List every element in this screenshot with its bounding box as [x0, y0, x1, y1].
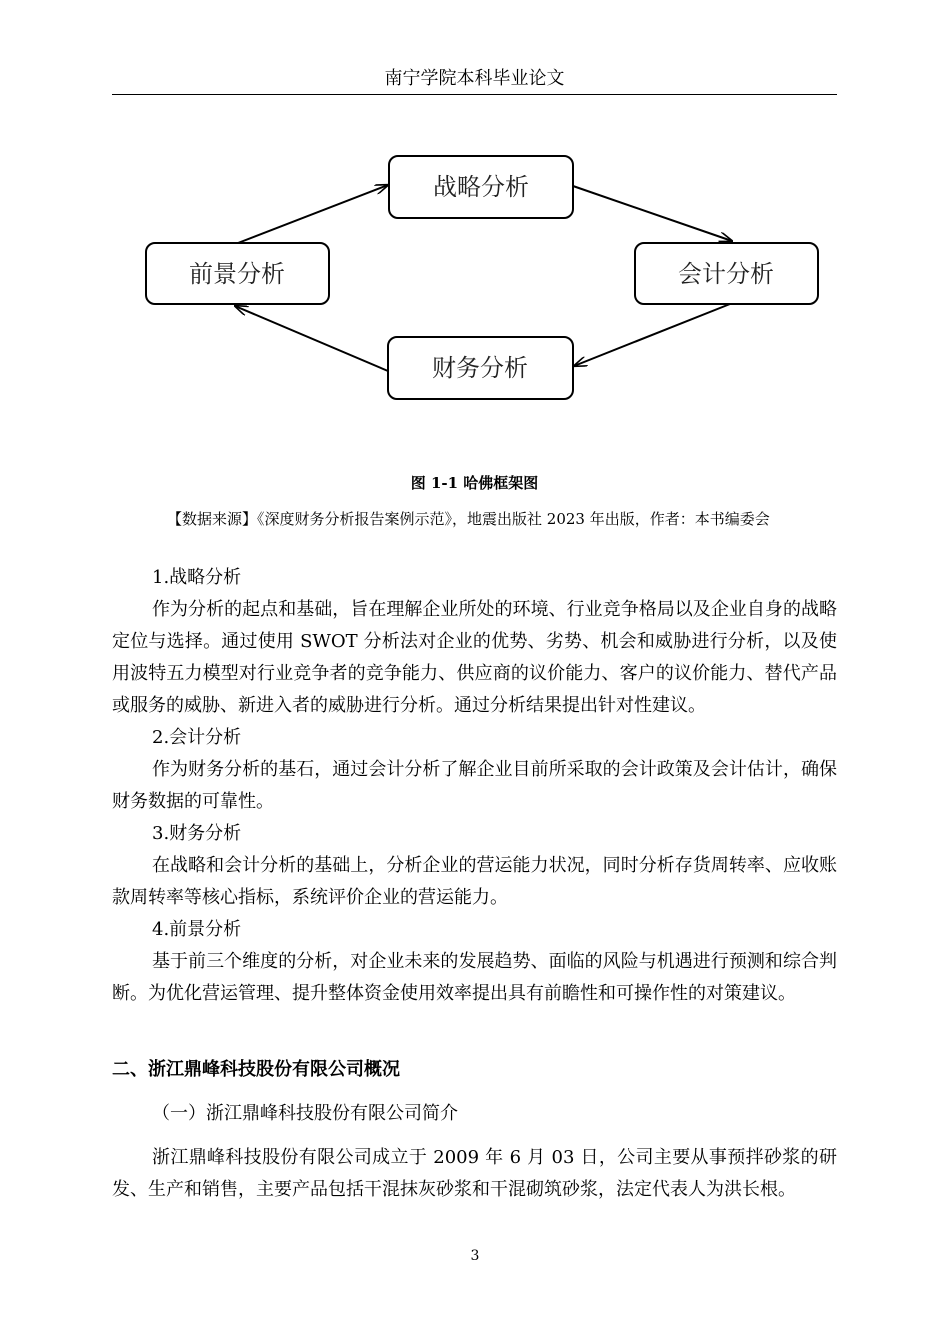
node-accounting [635, 243, 818, 304]
node-accounting-label: 会计分析 [678, 260, 774, 288]
node-prospect-label: 前景分析 [189, 260, 285, 288]
arrow-accounting-to-finance [574, 304, 730, 366]
paragraph-finance: 在战略和会计分析的基础上，分析企业的营运能力状况，同时分析存货周转率、应收账款周转率等核心指标，系统评价企业的营运能力。 [112, 855, 837, 908]
figure-caption: 图 1-1 哈佛框架图 [410, 474, 539, 492]
arrow-strategy-to-accounting [573, 186, 732, 241]
node-prospect [146, 243, 329, 304]
subsection-heading: （一）浙江鼎峰科技股份有限公司简介 [152, 1103, 458, 1124]
item-heading-strategy: 1.战略分析 [152, 567, 242, 588]
paragraph-company-intro: 浙江鼎峰科技股份有限公司成立于 2009 年 6 月 03 日，公司主要从事预拌砂浆的研发、生产和销售，主要产品包括干混抹灰砂浆和干混砌筑砂浆，法定代表人为洪长根。 [112, 1147, 837, 1200]
node-finance-label: 财务分析 [432, 354, 528, 382]
paragraph-accounting: 作为财务分析的基石，通过会计分析了解企业目前所采取的会计政策及会计估计，确保财务数据的可靠性。 [112, 759, 837, 812]
arrow-prospect-to-strategy [238, 185, 388, 243]
section-heading: 二、浙江鼎峰科技股份有限公司概况 [112, 1059, 400, 1080]
node-strategy [389, 156, 573, 218]
harvard-framework-diagram [0, 140, 950, 460]
arrow-finance-to-prospect [235, 306, 388, 371]
node-strategy-label: 战略分析 [433, 173, 529, 201]
paragraph-strategy: 作为分析的起点和基础，旨在理解企业所处的环境、行业竞争格局以及企业自身的战略定位与选择。通过使用 SWOT 分析法对企业的优势、劣势、机会和威胁进行分析，以及使用波特五力模型对行业竞争者的竞争能力、供应商的议价能力、客户的议价能力、替代产品或服务的威胁、新进入者的威胁进行分析。通过分析结果提出针对性建议。 [112, 599, 837, 716]
figure-source-note: 【数据来源】《深度财务分析报告案例示范》，地震出版社 2023 年出版，作者：本书编委会 [167, 510, 770, 528]
running-header: 南宁学院本科毕业论文 [112, 62, 837, 95]
page-number: 3 [470, 1248, 480, 1264]
item-heading-accounting: 2.会计分析 [152, 727, 242, 748]
paragraph-prospect: 基于前三个维度的分析，对企业未来的发展趋势、面临的风险与机遇进行预测和综合判断。为优化营运管理、提升整体资金使用效率提出具有前瞻性和可操作性的对策建议。 [112, 951, 837, 1004]
node-finance [388, 337, 573, 399]
item-heading-finance: 3.财务分析 [152, 823, 242, 844]
item-heading-prospect: 4.前景分析 [152, 919, 242, 940]
